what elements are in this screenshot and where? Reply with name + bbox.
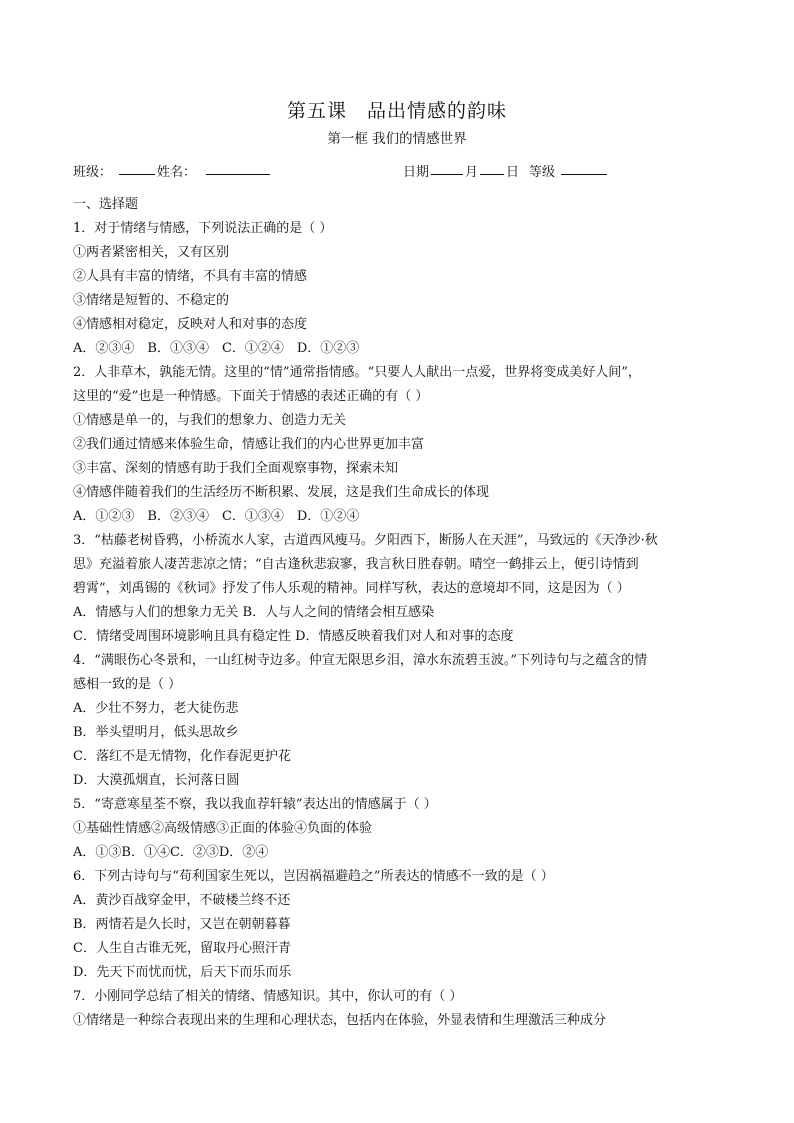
grade-label: 等级 (529, 165, 556, 180)
question-6-stem: 6．下列古诗句与“苟利国家生死以，岂因祸福避趋之”所表达的情感不一致的是（ ） (73, 869, 554, 884)
lesson-title: 第五课 品出情感的韵味 (286, 100, 507, 122)
question-2-stem: 这里的“爱”也是一种情感。下面关于情感的表述正确的有（ ） (73, 389, 429, 404)
question-5-options: A．①③B．①④C．②③D．②④ (73, 845, 269, 860)
question-4-option: B．举头望明月，低头思故乡 (73, 725, 239, 740)
day-blank[interactable] (480, 161, 504, 179)
class-label: 班级： (73, 165, 113, 180)
question-2-statement: ②我们通过情感来体验生命，情感让我们的内心世界更加丰富 (73, 437, 425, 452)
question-4-stem: 4．“满眼伤心冬景和，一山红树寺边多。仲宣无限思乡泪，漳水东流碧玉波。”下列诗句与之蕴含的情 (73, 653, 648, 668)
question-4-option: D．大漠孤烟直，长河落日圆 (73, 773, 240, 788)
question-3-stem: 3．“枯藤老树昏鸦，小桥流水人家，古道西风瘦马。夕阳西下，断肠人在天涯”，马致远的《天净沙·秋 (73, 533, 658, 548)
question-1-options: A．②③④ B．①③④ C．①②④ D．①②③ (73, 341, 360, 356)
question-1-statement: ①两者紧密相关，又有区别 (73, 245, 230, 260)
question-content (73, 193, 733, 1033)
question-7-statement: ①情绪是一种综合表现出来的生理和心理状态，包括内在体验，外显表情和生理激活三种成分 (73, 1013, 607, 1028)
question-2-stem: 2．人非草木，孰能无情。这里的“情”通常指情感。“只要人人献出一点爱，世界将变成美好人间”， (73, 365, 641, 380)
lesson-subtitle: 第一框 我们的情感世界 (327, 131, 467, 147)
question-6-option: B．两情若是久长时，又岂在朝朝暮暮 (73, 917, 291, 932)
month-label: 月 (465, 165, 479, 180)
question-2-options: A．①②③ B．②③④ C．①③④ D．①②④ (73, 509, 360, 524)
question-4-option: C．落红不是无情物，化作春泥更护花 (73, 749, 291, 764)
day-label: 日 (506, 165, 520, 180)
question-4-option: A．少壮不努力，老大徒伤悲 (73, 701, 239, 716)
date-label: 日期 (403, 165, 430, 180)
student-info-line (73, 161, 733, 179)
question-6-option: D．先天下而忧而忧，后天下而乐而乐 (73, 965, 292, 980)
question-7-stem: 7．小刚同学总结了相关的情绪、情感知识。其中，你认可的有（ ） (73, 989, 463, 1004)
month-blank[interactable] (431, 161, 463, 179)
question-6-option: A．黄沙百战穿金甲，不破楼兰终不还 (73, 893, 291, 908)
question-2-statement: ③丰富、深刻的情感有助于我们全面观察事物，探索未知 (73, 461, 399, 476)
question-1-stem: 1．对于情绪与情感，下列说法正确的是（ ） (73, 221, 333, 236)
name-blank[interactable] (206, 161, 270, 179)
question-5-statement: ①基础性情感②高级情感③正面的体验④负面的体验 (73, 821, 373, 836)
question-1-statement: ④情感相对稳定，反映对人和对事的态度 (73, 317, 308, 332)
grade-blank[interactable] (561, 161, 607, 179)
question-3-options: C．情绪受周围环境影响且具有稳定性 D．情感反映着我们对人和对事的态度 (73, 629, 514, 644)
question-6-option: C．人生自古谁无死，留取丹心照汗青 (73, 941, 291, 956)
question-4-stem: 感相一致的是（ ） (73, 677, 182, 692)
question-3-options: A．情感与人们的想象力无关 B．人与人之间的情绪会相互感染 (73, 605, 435, 620)
question-2-statement: ①情感是单一的，与我们的想象力、创造力无关 (73, 413, 347, 428)
question-5-stem: 5．“寄意寒星荃不察，我以我血荐轩辕”表达出的情感属于（ ） (73, 797, 437, 812)
class-blank[interactable] (119, 161, 155, 179)
question-2-statement: ④情感伴随着我们的生活经历不断积累、发展，这是我们生命成长的体现 (73, 485, 490, 500)
question-1-statement: ②人具有丰富的情绪，不具有丰富的情感 (73, 269, 308, 284)
section-heading: 一、选择题 (73, 197, 139, 212)
name-label: 姓名： (157, 165, 197, 180)
question-1-statement: ③情绪是短暂的、不稳定的 (73, 293, 230, 308)
question-3-stem: 碧霄”，刘禹锡的《秋词》抒发了伟人乐观的精神。同样写秋，表达的意境却不同，这是因为（ ） (73, 581, 630, 596)
question-3-stem: 思》充溢着旅人凄苦悲凉之情；“自古逢秋悲寂寥，我言秋日胜春朝。晴空一鹤排云上，便引诗情到 (73, 557, 639, 572)
